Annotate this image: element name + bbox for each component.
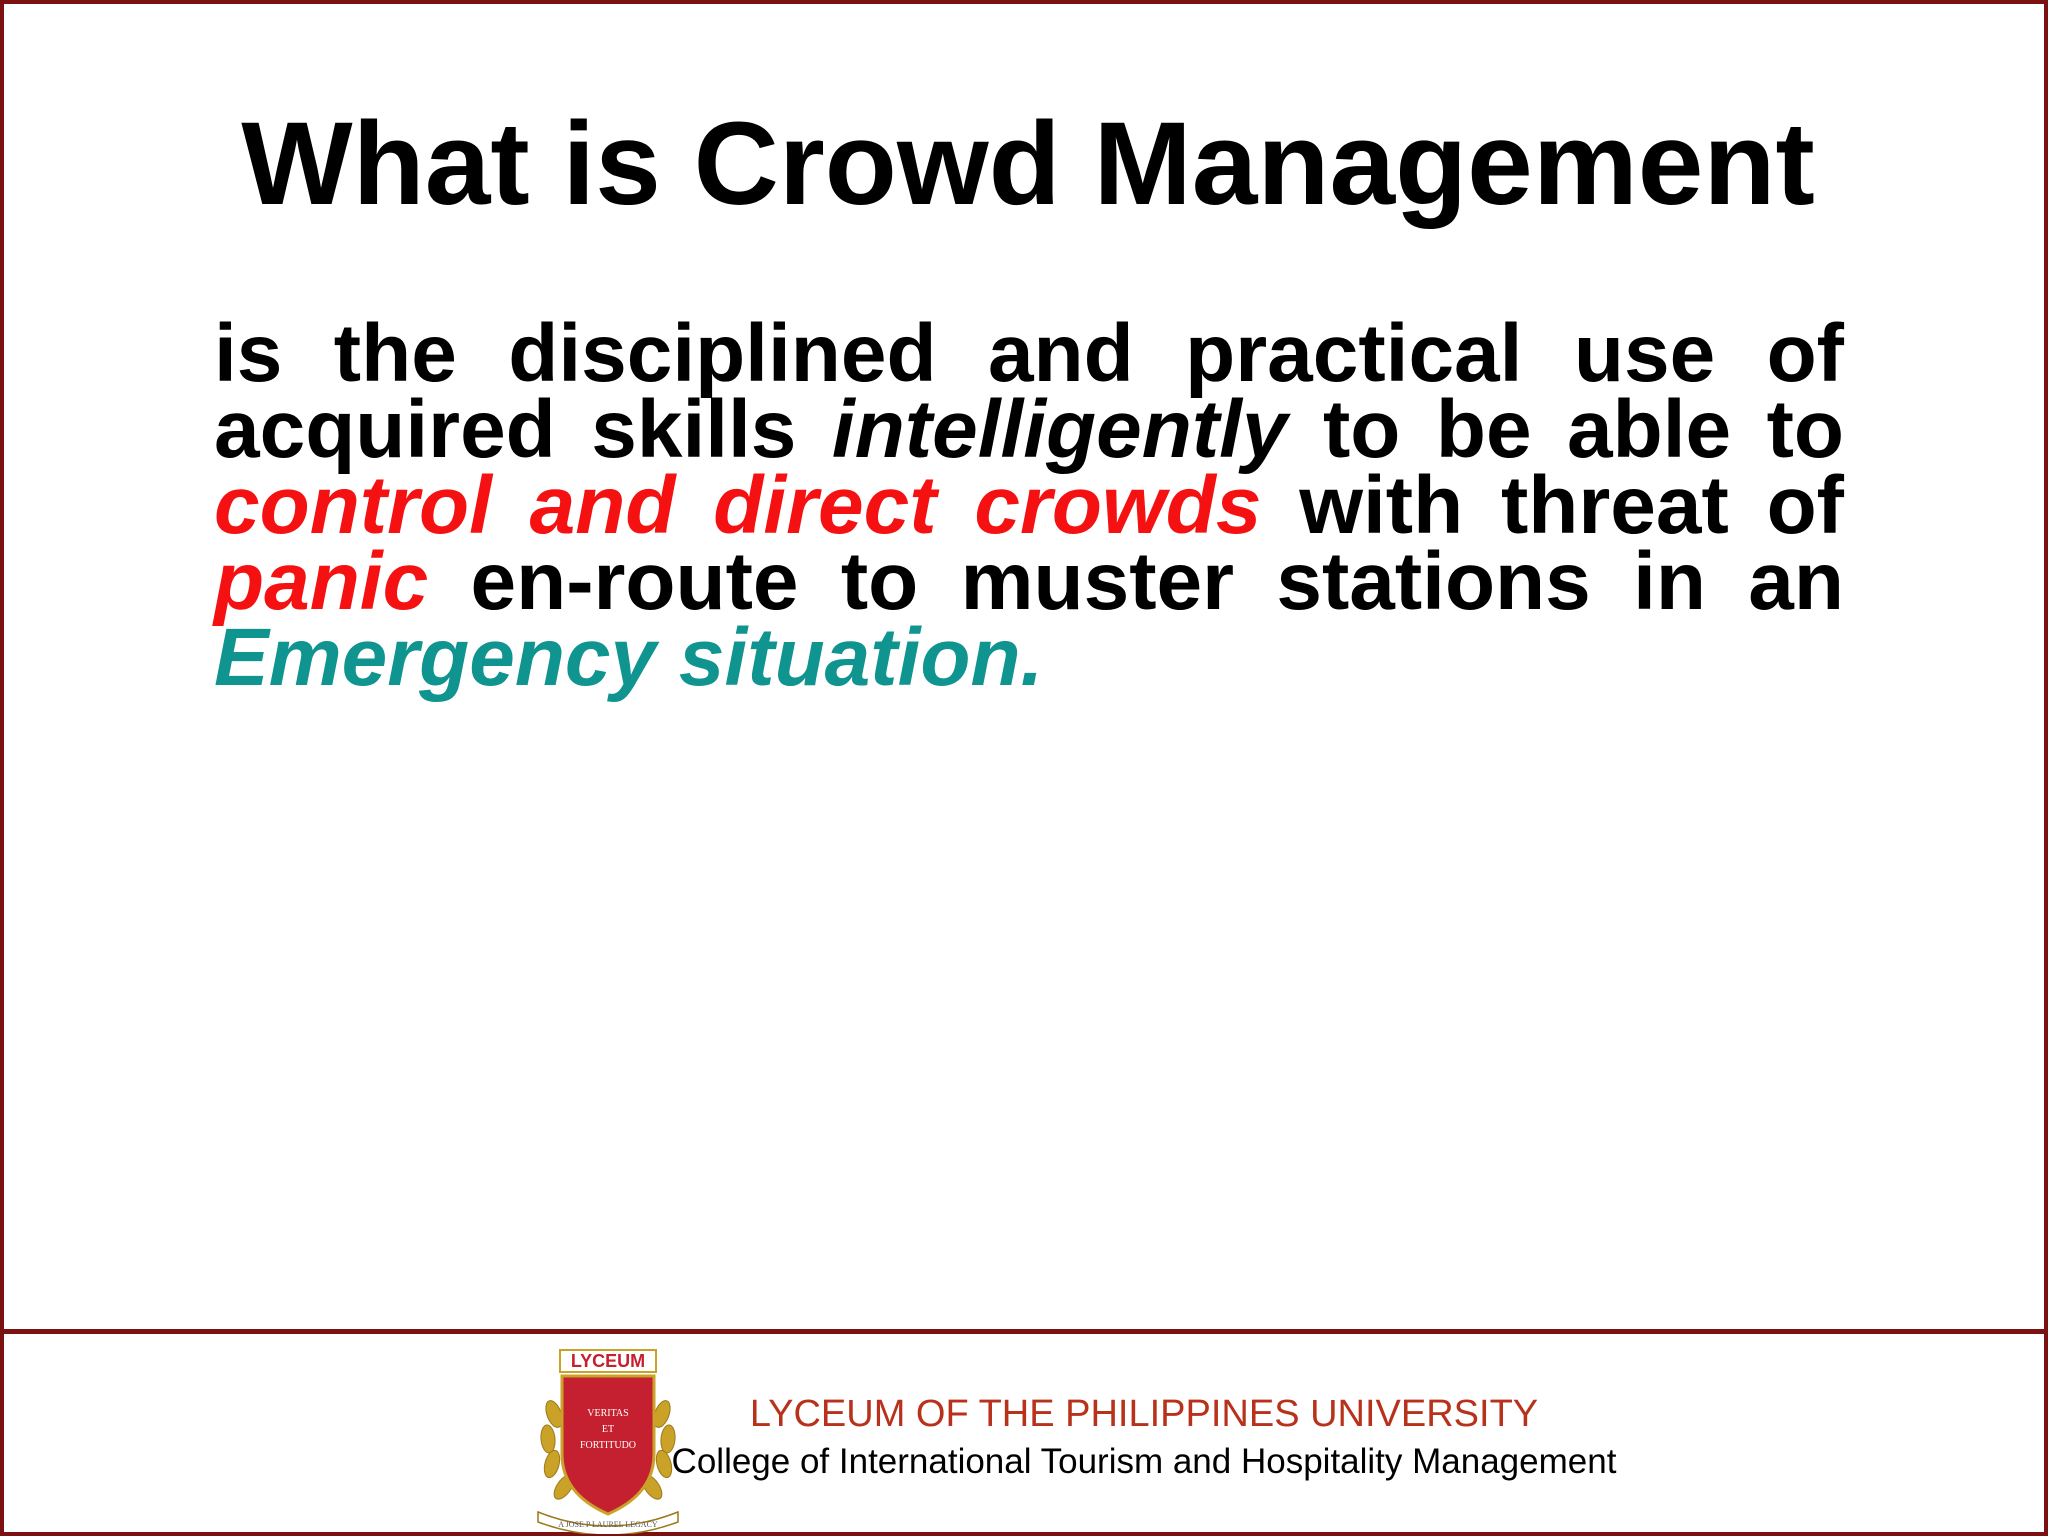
definition-text-3: with threat of <box>1261 460 1844 551</box>
footer-divider <box>4 1329 2048 1334</box>
definition-text-2: to be able to <box>1287 384 1845 475</box>
logo-motto-2: ET <box>601 1424 615 1435</box>
definition-italic-intelligently: intelligently <box>831 384 1288 475</box>
logo-banner-text: LYCEUM <box>570 1351 646 1371</box>
college-name: College of International Tourism and Hospitality Management <box>671 1442 1617 1481</box>
definition-emphasis-emergency: Emergency situation. <box>214 612 1044 703</box>
definition-emphasis-control: control and direct crowds <box>214 460 1262 551</box>
lyceum-logo-icon <box>532 1344 684 1534</box>
definition-text-1: is the disciplined and practical use of acquired skills <box>214 308 1844 475</box>
logo-ribbon-text: A JOSE P LAUREL LEGACY <box>558 1520 658 1529</box>
slide-title: What is Crowd Management <box>241 98 1815 230</box>
definition-emphasis-panic: panic <box>214 536 429 627</box>
logo-motto-3: FORTITUDO <box>579 1440 637 1451</box>
university-name: LYCEUM OF THE PHILIPPINES UNIVERSITY <box>749 1393 1539 1435</box>
definition-text-4: en-route to muster stations in an <box>428 536 1844 627</box>
definition-paragraph <box>214 308 1845 703</box>
logo-motto-1: VERITAS <box>587 1408 629 1419</box>
